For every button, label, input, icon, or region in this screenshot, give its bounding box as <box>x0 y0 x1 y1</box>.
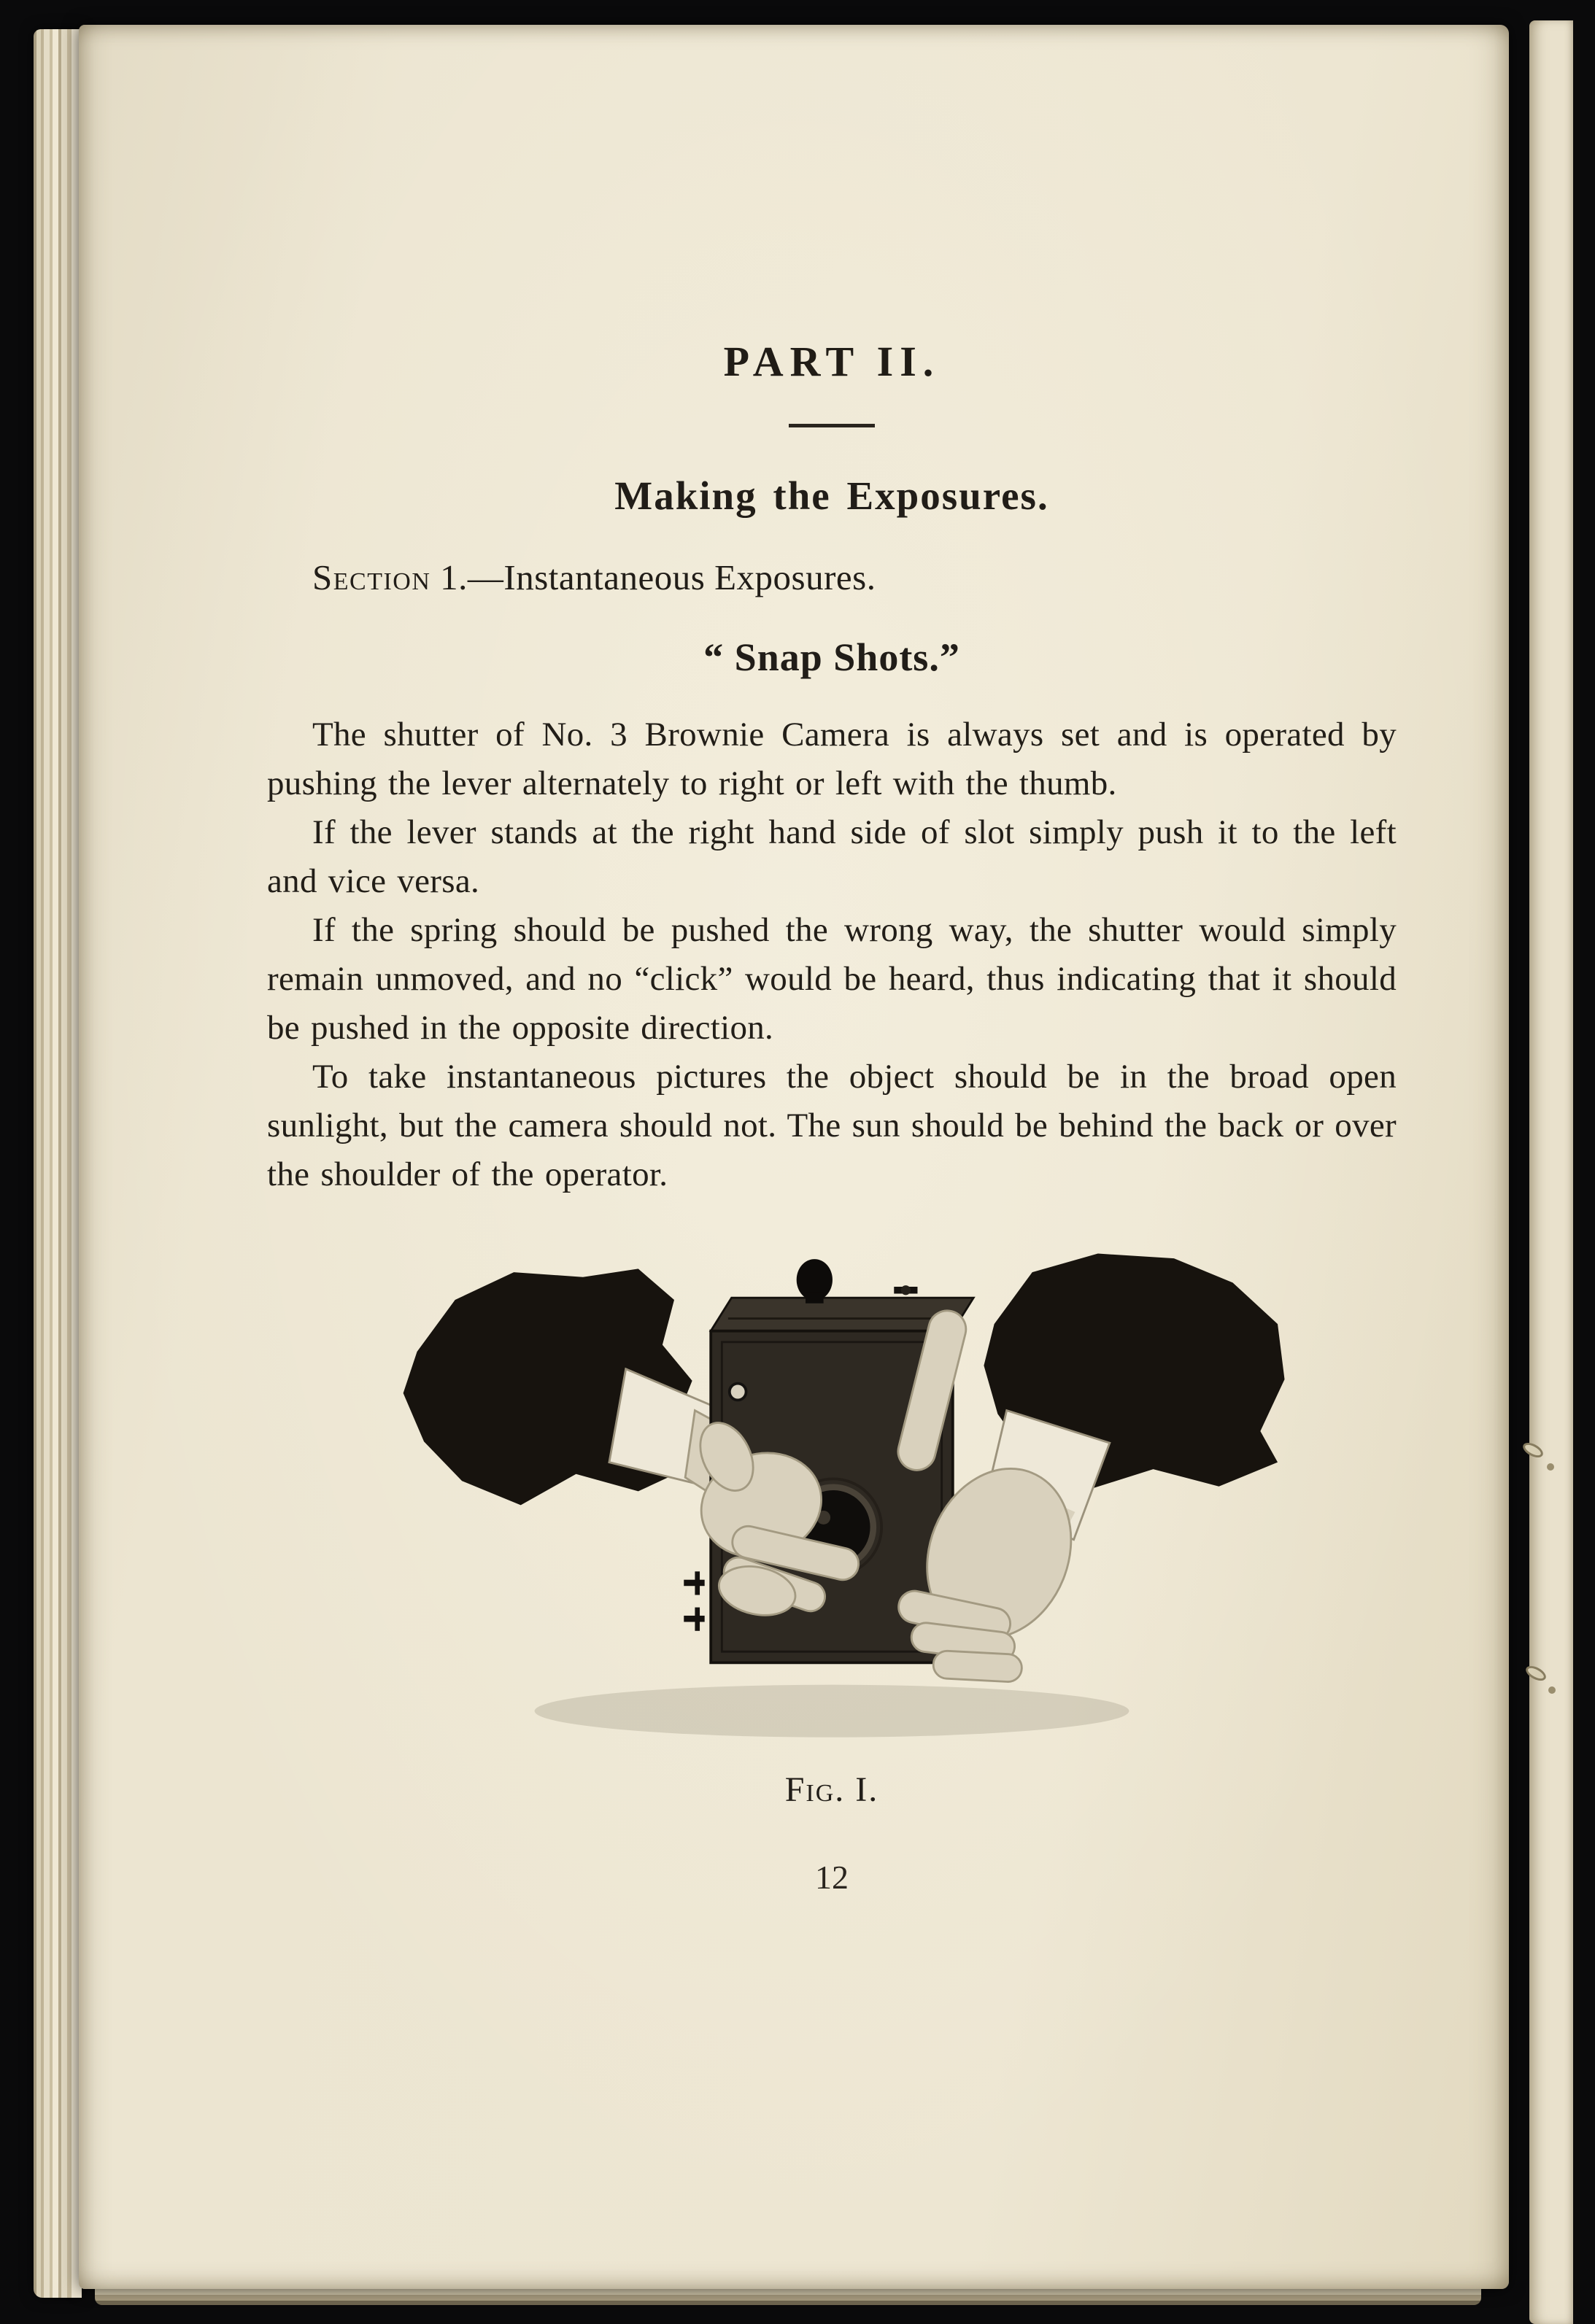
page-content <box>267 25 1397 2289</box>
section-label: Section <box>312 557 431 597</box>
page-title: Making the Exposures. <box>614 473 1049 518</box>
page-number: 12 <box>815 1859 849 1896</box>
subheading-snap-shots: “ Snap Shots.” <box>703 635 960 679</box>
figure-caption-text: Fig. I. <box>784 1770 879 1809</box>
divider-rule <box>789 424 875 427</box>
binding-hole <box>1547 1463 1554 1471</box>
paragraph-3: If the spring should be pushed the wrong way, the shutter would simply remain unmoved, and no “click” would be heard, thus indicating that it should be pushed in the opposite direction. <box>267 911 1397 1047</box>
figure-caption <box>267 1770 1397 1810</box>
section-heading <box>267 557 1397 598</box>
part-heading: PART II. <box>723 338 941 385</box>
section-rest: 1.—Instantaneous Exposures. <box>430 557 876 597</box>
hands-camera-illustration <box>267 1234 1397 1759</box>
binding-hole <box>1548 1686 1556 1694</box>
figure-hands-holding-camera <box>267 1234 1397 1759</box>
page-edges-left <box>34 29 82 2298</box>
paragraph-2: If the lever stands at the right hand side of slot simply push it to the left and vice versa. <box>267 813 1397 900</box>
manual-page <box>79 25 1509 2289</box>
paragraph-4: To take instantaneous pictures the object should be in the broad open sunlight, but the camera should not. The sun should be behind the back or over the shoulder of the operator. <box>267 1058 1397 1193</box>
paragraph-1: The shutter of No. 3 Brownie Camera is always set and is operated by pushing the lever alternately to right or left with the thumb. <box>267 716 1397 802</box>
adjacent-page-edge <box>1529 20 1573 2324</box>
